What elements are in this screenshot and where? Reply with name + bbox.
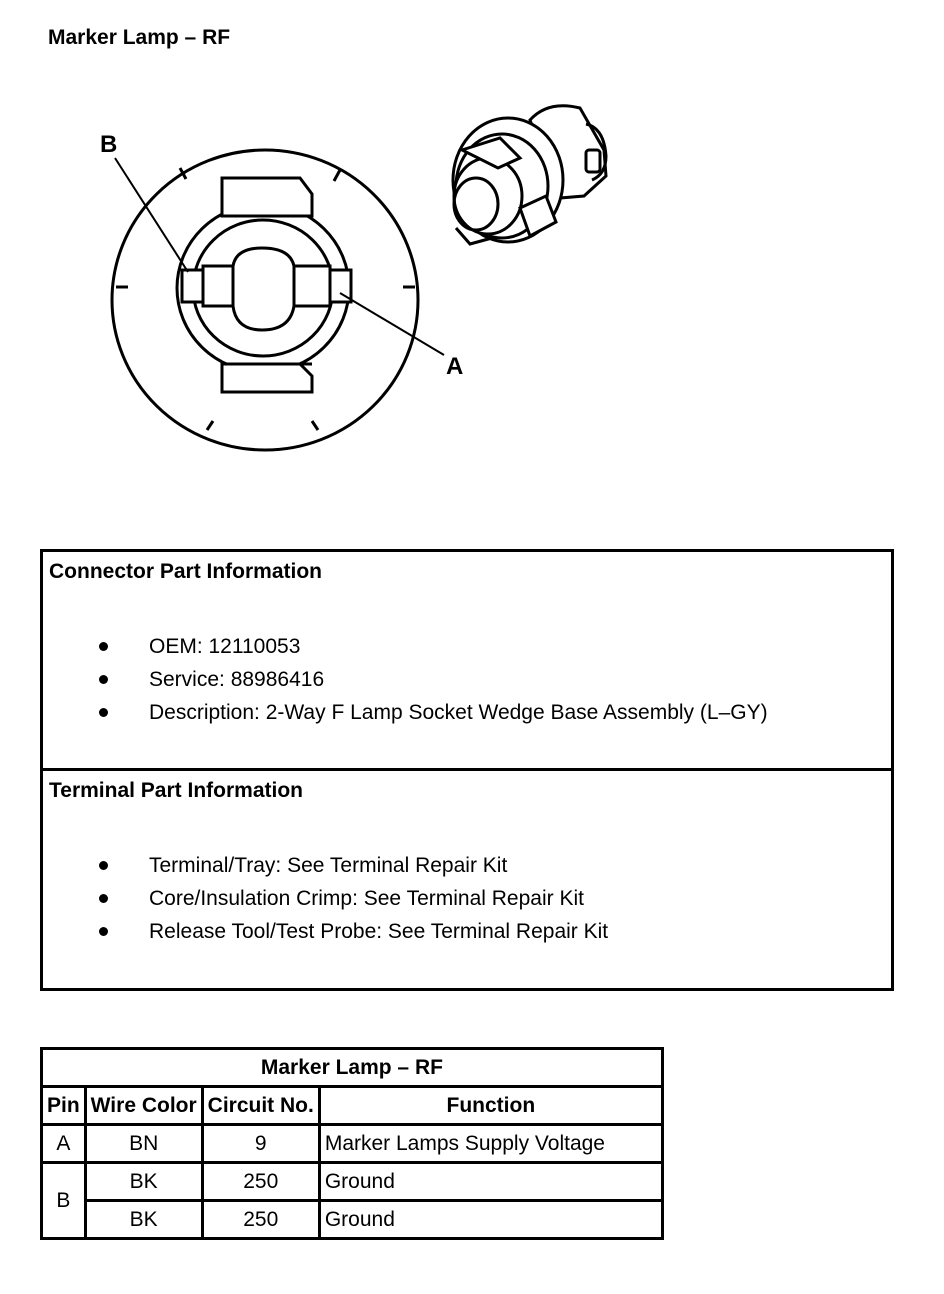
bullet-icon (99, 927, 108, 936)
cell-circuit: 9 (202, 1125, 319, 1163)
header-function: Function (319, 1087, 662, 1125)
page-title: Marker Lamp – RF (48, 26, 231, 49)
bullet-icon (99, 861, 108, 870)
cell-wire-color: BK (85, 1163, 202, 1201)
header-circuit-no: Circuit No. (202, 1087, 319, 1125)
part-info-box (40, 549, 894, 991)
callout-b-leader (115, 158, 188, 272)
pin-table (40, 1047, 664, 1240)
outer-notch (207, 421, 213, 430)
cell-circuit: 250 (202, 1201, 319, 1239)
cell-wire-color: BN (85, 1125, 202, 1163)
cell-pin: B (42, 1163, 86, 1239)
table-title: Marker Lamp – RF (42, 1049, 663, 1087)
connector-diagram (0, 0, 944, 520)
connector-face-view (112, 150, 418, 450)
table-row (42, 1125, 663, 1163)
cell-function: Ground (319, 1163, 662, 1201)
outer-notch (334, 170, 340, 181)
terminal-part-info: Terminal Part Information Terminal/Tray: See Terminal Repair Kit Core/Insulation Crimp: See Terminal Repair Kit Release Tool/Test Probe: See Terminal Repair Kit (43, 768, 891, 988)
bullet-icon (99, 894, 108, 903)
table-row (42, 1163, 663, 1201)
table-row (42, 1201, 663, 1239)
terminal-b (182, 270, 203, 302)
top-latch (222, 178, 312, 216)
socket-isometric-view (453, 106, 606, 244)
connector-info-heading: Connector Part Information (49, 560, 323, 583)
key-opening (203, 248, 330, 330)
cell-pin: A (42, 1125, 86, 1163)
callout-b-label: B (100, 131, 118, 158)
socket-key (586, 150, 600, 172)
cell-function: Ground (319, 1201, 662, 1239)
bullet-icon (99, 708, 108, 717)
outer-notch (312, 421, 318, 430)
callout-a-label: A (446, 353, 464, 380)
terminal-info-heading: Terminal Part Information (49, 779, 303, 802)
header-pin: Pin (42, 1087, 86, 1125)
cell-function: Marker Lamps Supply Voltage (319, 1125, 662, 1163)
callout-a-leader (340, 293, 444, 355)
bullet-icon (99, 675, 108, 684)
cell-circuit: 250 (202, 1163, 319, 1201)
connector-part-info: Connector Part Information OEM: 12110053 Service: 88986416 Description: 2-Way F Lamp Socket Wedge Base Assembly (L–GY) (49, 560, 768, 724)
table-title-row (42, 1049, 663, 1087)
socket-bore (454, 158, 522, 234)
bottom-latch (222, 364, 312, 392)
cell-wire-color: BK (85, 1201, 202, 1239)
bullet-icon (99, 642, 108, 651)
table-header-row (42, 1087, 663, 1125)
header-wire-color: Wire Color (85, 1087, 202, 1125)
